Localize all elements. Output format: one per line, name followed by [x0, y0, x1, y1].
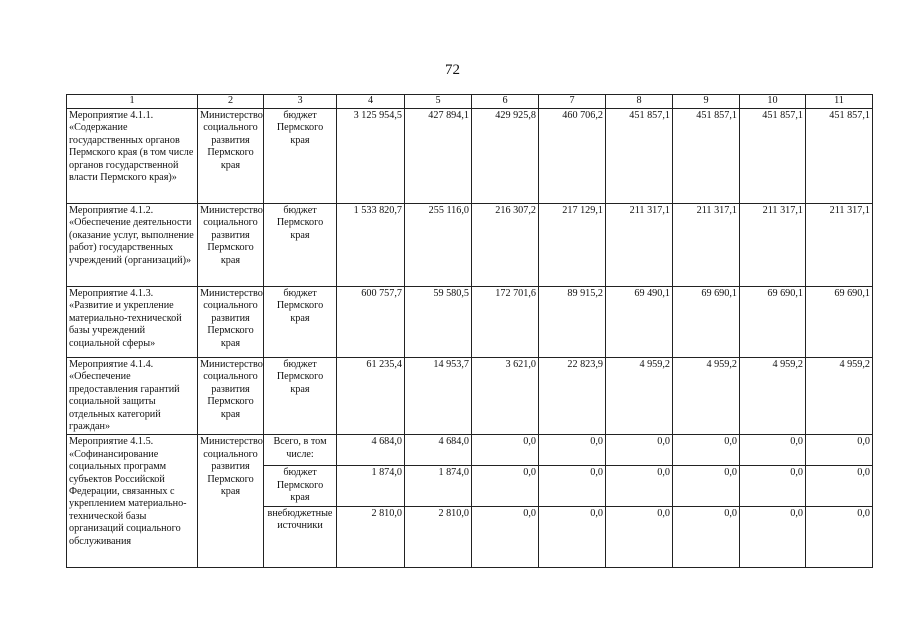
value-cell: 0,0	[806, 506, 873, 567]
value-cell: 460 706,2	[539, 109, 606, 204]
value-cell: 3 125 954,5	[337, 109, 405, 204]
value-cell: 59 580,5	[405, 287, 472, 358]
value-cell: 0,0	[606, 466, 673, 506]
value-cell: 0,0	[539, 466, 606, 506]
value-cell: 211 317,1	[606, 204, 673, 287]
column-header: 7	[539, 95, 606, 109]
column-header: 6	[472, 95, 539, 109]
value-cell: 61 235,4	[337, 358, 405, 435]
table-row	[67, 109, 873, 204]
source-cell: Всего, в том числе:	[264, 435, 337, 466]
value-cell: 0,0	[806, 466, 873, 506]
value-cell: 69 690,1	[806, 287, 873, 358]
value-cell: 216 307,2	[472, 204, 539, 287]
value-cell: 600 757,7	[337, 287, 405, 358]
value-cell: 0,0	[539, 435, 606, 466]
value-cell: 14 953,7	[405, 358, 472, 435]
source-cell: бюджет Пермского края	[264, 204, 337, 287]
value-cell: 0,0	[472, 506, 539, 567]
executor-cell: Министерство социального развития Пермского края	[198, 204, 264, 287]
measure-cell: Мероприятие 4.1.4. «Обеспечение предоставления гарантий социальной защиты отдельных категорий граждан»	[67, 358, 198, 435]
value-cell: 255 116,0	[405, 204, 472, 287]
value-cell: 4 684,0	[337, 435, 405, 466]
value-cell: 22 823,9	[539, 358, 606, 435]
measure-cell: Мероприятие 4.1.3. «Развитие и укрепление материально-технической базы учреждений социальной сферы»	[67, 287, 198, 358]
source-cell: бюджет Пермского края	[264, 109, 337, 204]
value-cell: 4 959,2	[740, 358, 806, 435]
source-cell: бюджет Пермского края	[264, 287, 337, 358]
executor-cell: Министерство социального развития Пермского края	[198, 287, 264, 358]
value-cell: 211 317,1	[673, 204, 740, 287]
value-cell: 0,0	[740, 435, 806, 466]
value-cell: 211 317,1	[740, 204, 806, 287]
value-cell: 0,0	[673, 466, 740, 506]
header-row	[67, 95, 873, 109]
value-cell: 69 690,1	[740, 287, 806, 358]
value-cell: 4 959,2	[806, 358, 873, 435]
column-header: 11	[806, 95, 873, 109]
column-header: 1	[67, 95, 198, 109]
column-header: 5	[405, 95, 472, 109]
value-cell: 451 857,1	[606, 109, 673, 204]
value-cell: 0,0	[472, 466, 539, 506]
value-cell: 0,0	[673, 506, 740, 567]
source-cell: внебюджетные источники	[264, 506, 337, 567]
table-row	[67, 204, 873, 287]
value-cell: 0,0	[740, 506, 806, 567]
value-cell: 451 857,1	[673, 109, 740, 204]
executor-cell: Министерство социального развития Пермского края	[198, 435, 264, 567]
value-cell: 69 490,1	[606, 287, 673, 358]
measure-cell: Мероприятие 4.1.2. «Обеспечение деятельности (оказание услуг, выполнение работ) государственных учреждений (организаций)»	[67, 204, 198, 287]
value-cell: 4 959,2	[606, 358, 673, 435]
budget-table	[66, 94, 873, 568]
value-cell: 1 874,0	[337, 466, 405, 506]
value-cell: 172 701,6	[472, 287, 539, 358]
value-cell: 427 894,1	[405, 109, 472, 204]
value-cell: 4 684,0	[405, 435, 472, 466]
executor-cell: Министерство социального развития Пермского края	[198, 109, 264, 204]
source-cell: бюджет Пермского края	[264, 358, 337, 435]
value-cell: 451 857,1	[740, 109, 806, 204]
value-cell: 1 533 820,7	[337, 204, 405, 287]
table-row	[67, 435, 873, 466]
value-cell: 2 810,0	[337, 506, 405, 567]
value-cell: 3 621,0	[472, 358, 539, 435]
value-cell: 4 959,2	[673, 358, 740, 435]
value-cell: 0,0	[673, 435, 740, 466]
value-cell: 0,0	[606, 435, 673, 466]
measure-cell: Мероприятие 4.1.1. «Содержание государственных органов Пермского края (в том числе органов государственной власти Пермского края)»	[67, 109, 198, 204]
value-cell: 2 810,0	[405, 506, 472, 567]
value-cell: 217 129,1	[539, 204, 606, 287]
page-number: 72	[445, 62, 460, 78]
table-row	[67, 358, 873, 435]
column-header: 9	[673, 95, 740, 109]
column-header: 2	[198, 95, 264, 109]
measure-cell: Мероприятие 4.1.5. «Софинансирование социальных программ субъектов Российской Федерации, связанных с укреплением материально-технической базы организаций социального обслуживания	[67, 435, 198, 567]
value-cell: 0,0	[606, 506, 673, 567]
column-header: 3	[264, 95, 337, 109]
value-cell: 1 874,0	[405, 466, 472, 506]
value-cell: 451 857,1	[806, 109, 873, 204]
value-cell: 69 690,1	[673, 287, 740, 358]
column-header: 8	[606, 95, 673, 109]
value-cell: 0,0	[539, 506, 606, 567]
executor-cell: Министерство социального развития Пермского края	[198, 358, 264, 435]
column-header: 10	[740, 95, 806, 109]
value-cell: 211 317,1	[806, 204, 873, 287]
table-row	[67, 287, 873, 358]
value-cell: 89 915,2	[539, 287, 606, 358]
value-cell: 0,0	[740, 466, 806, 506]
value-cell: 0,0	[806, 435, 873, 466]
source-cell: бюджет Пермского края	[264, 466, 337, 506]
column-header: 4	[337, 95, 405, 109]
value-cell: 429 925,8	[472, 109, 539, 204]
value-cell: 0,0	[472, 435, 539, 466]
